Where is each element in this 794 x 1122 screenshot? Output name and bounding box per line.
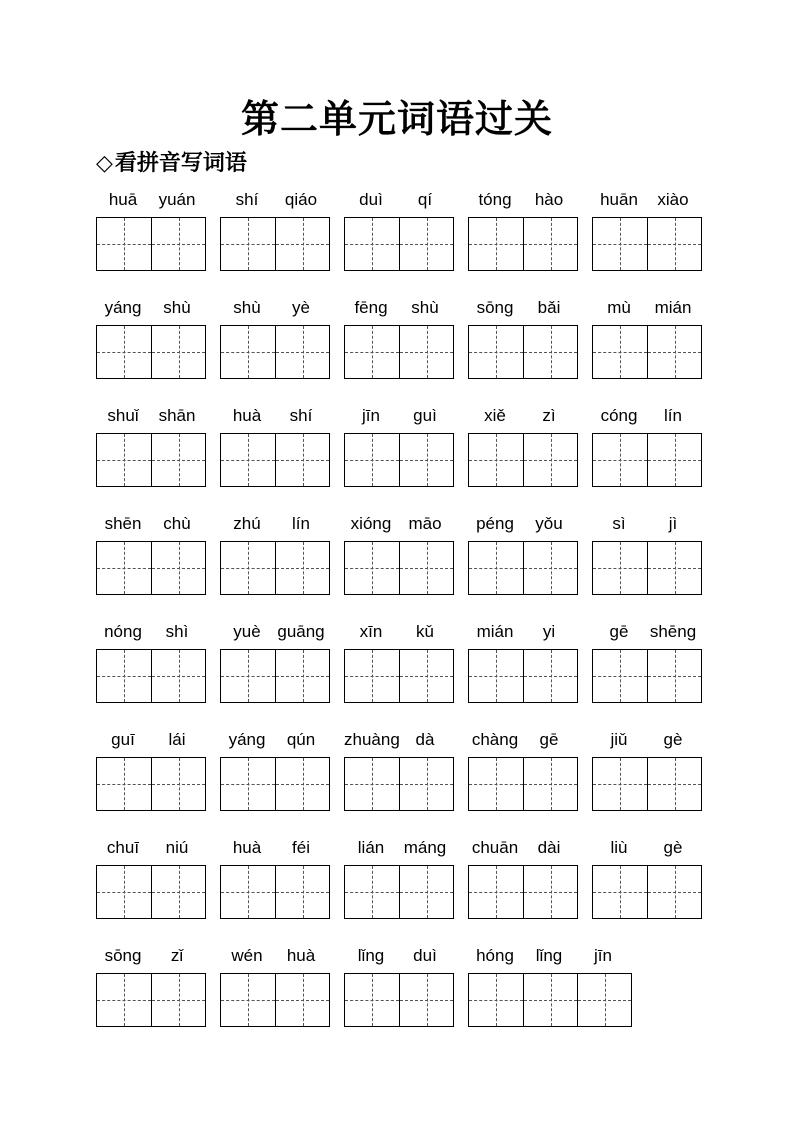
word-item bbox=[344, 295, 454, 383]
tianzige-cell[interactable] bbox=[221, 326, 275, 378]
pinyin-syllable: hóng bbox=[476, 946, 514, 965]
writing-boxes bbox=[220, 325, 330, 379]
word-item bbox=[344, 187, 454, 275]
pinyin-syllable: jīn bbox=[594, 946, 612, 965]
writing-boxes bbox=[468, 325, 578, 379]
writing-boxes bbox=[468, 541, 578, 595]
word-item bbox=[96, 295, 206, 383]
tianzige-cell[interactable] bbox=[593, 326, 647, 378]
pinyin-syllable: lín bbox=[664, 406, 682, 425]
writing-boxes bbox=[468, 757, 578, 811]
pinyin-row bbox=[592, 295, 702, 321]
section-heading bbox=[96, 146, 247, 177]
tianzige-cell[interactable] bbox=[345, 866, 399, 918]
pinyin-row bbox=[220, 943, 330, 969]
word-item bbox=[96, 619, 206, 707]
word-item bbox=[468, 187, 578, 275]
word-item bbox=[592, 403, 702, 491]
pinyin-syllable: yi bbox=[542, 622, 556, 641]
word-item bbox=[220, 943, 330, 1031]
pinyin-syllable: chàng bbox=[471, 730, 519, 749]
pinyin-syllable: huà bbox=[232, 406, 262, 425]
pinyin-syllable: sì bbox=[612, 514, 626, 533]
page-title: 第二单元词语过关 bbox=[240, 96, 553, 141]
pinyin-syllable: huā bbox=[108, 190, 138, 209]
pinyin-row bbox=[468, 835, 578, 861]
tianzige-cell[interactable] bbox=[275, 866, 329, 918]
tianzige-cell[interactable] bbox=[221, 650, 275, 702]
word-item bbox=[96, 403, 206, 491]
tianzige-cell[interactable] bbox=[275, 758, 329, 810]
pinyin-syllable: gè bbox=[663, 838, 683, 857]
word-item bbox=[468, 295, 578, 383]
pinyin-syllable: jīn bbox=[362, 406, 380, 425]
tianzige-cell[interactable] bbox=[469, 542, 523, 594]
tianzige-cell[interactable] bbox=[523, 758, 577, 810]
pinyin-syllable: guāng bbox=[277, 622, 325, 641]
pinyin-row bbox=[468, 943, 632, 969]
word-item bbox=[468, 511, 578, 599]
pinyin-syllable: duì bbox=[413, 946, 437, 965]
pinyin-syllable: máng bbox=[403, 838, 447, 857]
writing-boxes bbox=[592, 757, 702, 811]
tianzige-cell[interactable] bbox=[647, 326, 701, 378]
tianzige-cell[interactable] bbox=[221, 218, 275, 270]
writing-boxes bbox=[220, 757, 330, 811]
pinyin-syllable: huà bbox=[232, 838, 262, 857]
tianzige-cell[interactable] bbox=[345, 218, 399, 270]
pinyin-syllable: hào bbox=[534, 190, 564, 209]
tianzige-cell[interactable] bbox=[345, 650, 399, 702]
pinyin-row bbox=[344, 619, 454, 645]
pinyin-syllable: bǎi bbox=[537, 298, 561, 317]
word-item bbox=[220, 835, 330, 923]
pinyin-row bbox=[220, 187, 330, 213]
pinyin-syllable: zhú bbox=[233, 514, 261, 533]
pinyin-syllable: mián bbox=[476, 622, 514, 641]
pinyin-syllable: huà bbox=[286, 946, 316, 965]
pinyin-row bbox=[220, 727, 330, 753]
pinyin-syllable: jì bbox=[668, 514, 678, 533]
tianzige-cell[interactable] bbox=[151, 326, 205, 378]
writing-boxes bbox=[96, 541, 206, 595]
pinyin-syllable: cóng bbox=[600, 406, 638, 425]
pinyin-syllable: qiáo bbox=[284, 190, 318, 209]
pinyin-syllable: sōng bbox=[104, 946, 142, 965]
pinyin-syllable: féi bbox=[292, 838, 310, 857]
pinyin-row bbox=[220, 295, 330, 321]
tianzige-cell[interactable] bbox=[275, 974, 329, 1026]
word-item bbox=[96, 943, 206, 1031]
pinyin-syllable: mián bbox=[654, 298, 692, 317]
word-item bbox=[592, 187, 702, 275]
tianzige-cell[interactable] bbox=[469, 326, 523, 378]
pinyin-syllable: yuán bbox=[158, 190, 196, 209]
tianzige-cell[interactable] bbox=[97, 218, 151, 270]
tianzige-cell[interactable] bbox=[647, 434, 701, 486]
pinyin-syllable: gē bbox=[609, 622, 629, 641]
tianzige-cell[interactable] bbox=[593, 758, 647, 810]
tianzige-cell[interactable] bbox=[151, 866, 205, 918]
tianzige-cell[interactable] bbox=[523, 434, 577, 486]
pinyin-syllable: gē bbox=[539, 730, 559, 749]
pinyin-row bbox=[96, 943, 206, 969]
pinyin-syllable: guī bbox=[111, 730, 135, 749]
writing-boxes bbox=[344, 757, 454, 811]
writing-boxes bbox=[220, 649, 330, 703]
writing-boxes bbox=[344, 325, 454, 379]
tianzige-cell[interactable] bbox=[221, 542, 275, 594]
tianzige-cell[interactable] bbox=[275, 326, 329, 378]
pinyin-syllable: xiào bbox=[657, 190, 689, 209]
pinyin-syllable: dài bbox=[537, 838, 561, 857]
writing-boxes bbox=[220, 973, 330, 1027]
tianzige-cell[interactable] bbox=[97, 758, 151, 810]
writing-boxes bbox=[468, 865, 578, 919]
tianzige-cell[interactable] bbox=[221, 866, 275, 918]
tianzige-cell[interactable] bbox=[523, 974, 577, 1026]
word-item bbox=[96, 727, 206, 815]
tianzige-cell[interactable] bbox=[593, 218, 647, 270]
pinyin-syllable: yáng bbox=[228, 730, 266, 749]
pinyin-row bbox=[220, 403, 330, 429]
word-item bbox=[344, 943, 454, 1031]
tianzige-cell[interactable] bbox=[345, 434, 399, 486]
writing-boxes bbox=[344, 433, 454, 487]
pinyin-row bbox=[344, 511, 454, 537]
writing-boxes bbox=[468, 973, 632, 1027]
word-item bbox=[96, 187, 206, 275]
tianzige-cell[interactable] bbox=[647, 218, 701, 270]
word-item bbox=[220, 511, 330, 599]
pinyin-syllable: shí bbox=[235, 190, 259, 209]
writing-boxes bbox=[344, 865, 454, 919]
pinyin-syllable: sōng bbox=[476, 298, 514, 317]
tianzige-cell[interactable] bbox=[151, 758, 205, 810]
pinyin-syllable: shān bbox=[158, 406, 196, 425]
pinyin-syllable: shì bbox=[165, 622, 189, 641]
tianzige-cell[interactable] bbox=[151, 542, 205, 594]
pinyin-syllable: zǐ bbox=[170, 946, 184, 965]
tianzige-cell[interactable] bbox=[523, 218, 577, 270]
tianzige-cell[interactable] bbox=[469, 866, 523, 918]
pinyin-syllable: shù bbox=[411, 298, 439, 317]
word-item bbox=[592, 511, 702, 599]
pinyin-syllable: shēn bbox=[104, 514, 142, 533]
pinyin-syllable: péng bbox=[476, 514, 514, 533]
word-item bbox=[344, 727, 454, 815]
pinyin-syllable: zì bbox=[542, 406, 556, 425]
writing-boxes bbox=[592, 541, 702, 595]
pinyin-row bbox=[592, 727, 702, 753]
pinyin-syllable: jiǔ bbox=[610, 730, 628, 749]
tianzige-cell[interactable] bbox=[275, 434, 329, 486]
word-item bbox=[468, 943, 632, 1031]
tianzige-cell[interactable] bbox=[151, 974, 205, 1026]
tianzige-cell[interactable] bbox=[577, 974, 631, 1026]
tianzige-cell[interactable] bbox=[469, 974, 523, 1026]
pinyin-row bbox=[592, 835, 702, 861]
pinyin-syllable: shuǐ bbox=[107, 406, 139, 425]
pinyin-row bbox=[96, 727, 206, 753]
tianzige-cell[interactable] bbox=[275, 650, 329, 702]
writing-boxes bbox=[592, 865, 702, 919]
pinyin-row bbox=[468, 187, 578, 213]
tianzige-cell[interactable] bbox=[523, 650, 577, 702]
pinyin-row bbox=[468, 511, 578, 537]
pinyin-row bbox=[592, 187, 702, 213]
tianzige-cell[interactable] bbox=[221, 974, 275, 1026]
pinyin-syllable: liù bbox=[610, 838, 628, 857]
writing-boxes bbox=[468, 649, 578, 703]
pinyin-syllable: chuī bbox=[106, 838, 140, 857]
tianzige-cell[interactable] bbox=[469, 434, 523, 486]
pinyin-row bbox=[344, 295, 454, 321]
pinyin-syllable: huān bbox=[600, 190, 638, 209]
word-item bbox=[220, 619, 330, 707]
word-item bbox=[468, 403, 578, 491]
tianzige-cell[interactable] bbox=[647, 650, 701, 702]
section-label: 看拼音写词语 bbox=[114, 150, 247, 176]
tianzige-cell[interactable] bbox=[275, 542, 329, 594]
pinyin-syllable: dà bbox=[415, 730, 435, 749]
pinyin-row bbox=[468, 403, 578, 429]
writing-boxes bbox=[344, 541, 454, 595]
writing-boxes bbox=[344, 217, 454, 271]
pinyin-syllable: lián bbox=[357, 838, 385, 857]
writing-boxes bbox=[592, 325, 702, 379]
word-item bbox=[344, 619, 454, 707]
writing-boxes bbox=[592, 217, 702, 271]
writing-boxes bbox=[220, 433, 330, 487]
pinyin-syllable: xióng bbox=[350, 514, 392, 533]
pinyin-syllable: chù bbox=[163, 514, 191, 533]
tianzige-cell[interactable] bbox=[523, 542, 577, 594]
writing-boxes bbox=[344, 649, 454, 703]
tianzige-cell[interactable] bbox=[523, 866, 577, 918]
writing-boxes bbox=[592, 433, 702, 487]
tianzige-cell[interactable] bbox=[647, 542, 701, 594]
tianzige-cell[interactable] bbox=[399, 326, 453, 378]
pinyin-syllable: niú bbox=[165, 838, 189, 857]
tianzige-cell[interactable] bbox=[399, 218, 453, 270]
tianzige-cell[interactable] bbox=[593, 866, 647, 918]
pinyin-syllable: yè bbox=[292, 298, 310, 317]
writing-boxes bbox=[592, 649, 702, 703]
diamond-icon: ◇ bbox=[96, 151, 113, 176]
pinyin-syllable: fēng bbox=[354, 298, 388, 317]
pinyin-row bbox=[592, 511, 702, 537]
pinyin-syllable: kǔ bbox=[416, 622, 434, 641]
pinyin-row bbox=[96, 295, 206, 321]
writing-boxes bbox=[220, 217, 330, 271]
pinyin-syllable: shēng bbox=[649, 622, 697, 641]
pinyin-syllable: qí bbox=[417, 190, 433, 209]
pinyin-syllable: yuè bbox=[233, 622, 261, 641]
pinyin-syllable: chuān bbox=[471, 838, 519, 857]
tianzige-cell[interactable] bbox=[345, 974, 399, 1026]
pinyin-row bbox=[96, 619, 206, 645]
word-item bbox=[592, 295, 702, 383]
pinyin-row bbox=[468, 295, 578, 321]
word-item bbox=[96, 835, 206, 923]
word-item bbox=[592, 835, 702, 923]
tianzige-cell[interactable] bbox=[399, 542, 453, 594]
word-item bbox=[344, 511, 454, 599]
tianzige-cell[interactable] bbox=[97, 866, 151, 918]
tianzige-cell[interactable] bbox=[97, 434, 151, 486]
writing-boxes bbox=[96, 649, 206, 703]
pinyin-syllable: lǐng bbox=[535, 946, 563, 965]
word-item bbox=[468, 727, 578, 815]
word-item bbox=[220, 295, 330, 383]
tianzige-cell[interactable] bbox=[97, 974, 151, 1026]
pinyin-syllable: yǒu bbox=[535, 514, 563, 533]
writing-boxes bbox=[96, 973, 206, 1027]
pinyin-row bbox=[220, 619, 330, 645]
writing-boxes bbox=[220, 865, 330, 919]
writing-boxes bbox=[96, 433, 206, 487]
pinyin-syllable: lǐng bbox=[357, 946, 385, 965]
tianzige-cell[interactable] bbox=[221, 758, 275, 810]
tianzige-cell[interactable] bbox=[469, 650, 523, 702]
pinyin-row bbox=[468, 619, 578, 645]
word-item bbox=[344, 403, 454, 491]
writing-boxes bbox=[344, 973, 454, 1027]
tianzige-cell[interactable] bbox=[151, 434, 205, 486]
word-item bbox=[468, 835, 578, 923]
pinyin-syllable: shù bbox=[163, 298, 191, 317]
tianzige-cell[interactable] bbox=[399, 434, 453, 486]
word-item bbox=[96, 511, 206, 599]
tianzige-cell[interactable] bbox=[345, 758, 399, 810]
writing-boxes bbox=[468, 433, 578, 487]
pinyin-row bbox=[96, 403, 206, 429]
tianzige-cell[interactable] bbox=[399, 866, 453, 918]
pinyin-syllable: tóng bbox=[478, 190, 512, 209]
writing-boxes bbox=[96, 757, 206, 811]
pinyin-row bbox=[220, 511, 330, 537]
pinyin-syllable: duì bbox=[359, 190, 383, 209]
pinyin-syllable: nóng bbox=[104, 622, 142, 641]
pinyin-row bbox=[96, 187, 206, 213]
tianzige-cell[interactable] bbox=[593, 542, 647, 594]
tianzige-cell[interactable] bbox=[469, 218, 523, 270]
tianzige-cell[interactable] bbox=[275, 218, 329, 270]
word-item bbox=[220, 727, 330, 815]
pinyin-row bbox=[592, 619, 702, 645]
tianzige-cell[interactable] bbox=[523, 326, 577, 378]
pinyin-row bbox=[344, 187, 454, 213]
tianzige-cell[interactable] bbox=[399, 758, 453, 810]
pinyin-syllable: xīn bbox=[359, 622, 383, 641]
tianzige-cell[interactable] bbox=[647, 866, 701, 918]
word-item bbox=[592, 727, 702, 815]
tianzige-cell[interactable] bbox=[593, 650, 647, 702]
tianzige-cell[interactable] bbox=[97, 326, 151, 378]
tianzige-cell[interactable] bbox=[97, 542, 151, 594]
pinyin-row bbox=[344, 835, 454, 861]
pinyin-row bbox=[592, 403, 702, 429]
writing-boxes bbox=[96, 217, 206, 271]
pinyin-syllable: zhuàng bbox=[344, 730, 400, 749]
writing-boxes bbox=[96, 865, 206, 919]
tianzige-cell[interactable] bbox=[399, 650, 453, 702]
tianzige-cell[interactable] bbox=[345, 542, 399, 594]
tianzige-cell[interactable] bbox=[151, 650, 205, 702]
writing-boxes bbox=[96, 325, 206, 379]
tianzige-cell[interactable] bbox=[221, 434, 275, 486]
pinyin-syllable: qún bbox=[286, 730, 316, 749]
tianzige-cell[interactable] bbox=[97, 650, 151, 702]
pinyin-syllable: yáng bbox=[104, 298, 142, 317]
pinyin-row bbox=[220, 835, 330, 861]
pinyin-syllable: mù bbox=[607, 298, 631, 317]
writing-boxes bbox=[468, 217, 578, 271]
pinyin-syllable: gè bbox=[663, 730, 683, 749]
word-item bbox=[344, 835, 454, 923]
tianzige-cell[interactable] bbox=[151, 218, 205, 270]
pinyin-syllable: shí bbox=[289, 406, 313, 425]
pinyin-row bbox=[96, 835, 206, 861]
tianzige-cell[interactable] bbox=[399, 974, 453, 1026]
pinyin-syllable: guì bbox=[413, 406, 437, 425]
pinyin-syllable: shù bbox=[233, 298, 261, 317]
tianzige-cell[interactable] bbox=[593, 434, 647, 486]
pinyin-syllable: xiě bbox=[484, 406, 506, 425]
word-item bbox=[592, 619, 702, 707]
pinyin-row bbox=[344, 403, 454, 429]
pinyin-row bbox=[468, 727, 578, 753]
word-item bbox=[220, 187, 330, 275]
pinyin-row bbox=[344, 943, 454, 969]
pinyin-row bbox=[344, 727, 454, 753]
tianzige-cell[interactable] bbox=[345, 326, 399, 378]
word-item bbox=[220, 403, 330, 491]
pinyin-row bbox=[96, 511, 206, 537]
tianzige-cell[interactable] bbox=[469, 758, 523, 810]
word-item bbox=[468, 619, 578, 707]
pinyin-syllable: lái bbox=[168, 730, 186, 749]
writing-boxes bbox=[220, 541, 330, 595]
pinyin-syllable: lín bbox=[292, 514, 310, 533]
pinyin-syllable: wén bbox=[231, 946, 263, 965]
tianzige-cell[interactable] bbox=[647, 758, 701, 810]
pinyin-syllable: māo bbox=[408, 514, 442, 533]
